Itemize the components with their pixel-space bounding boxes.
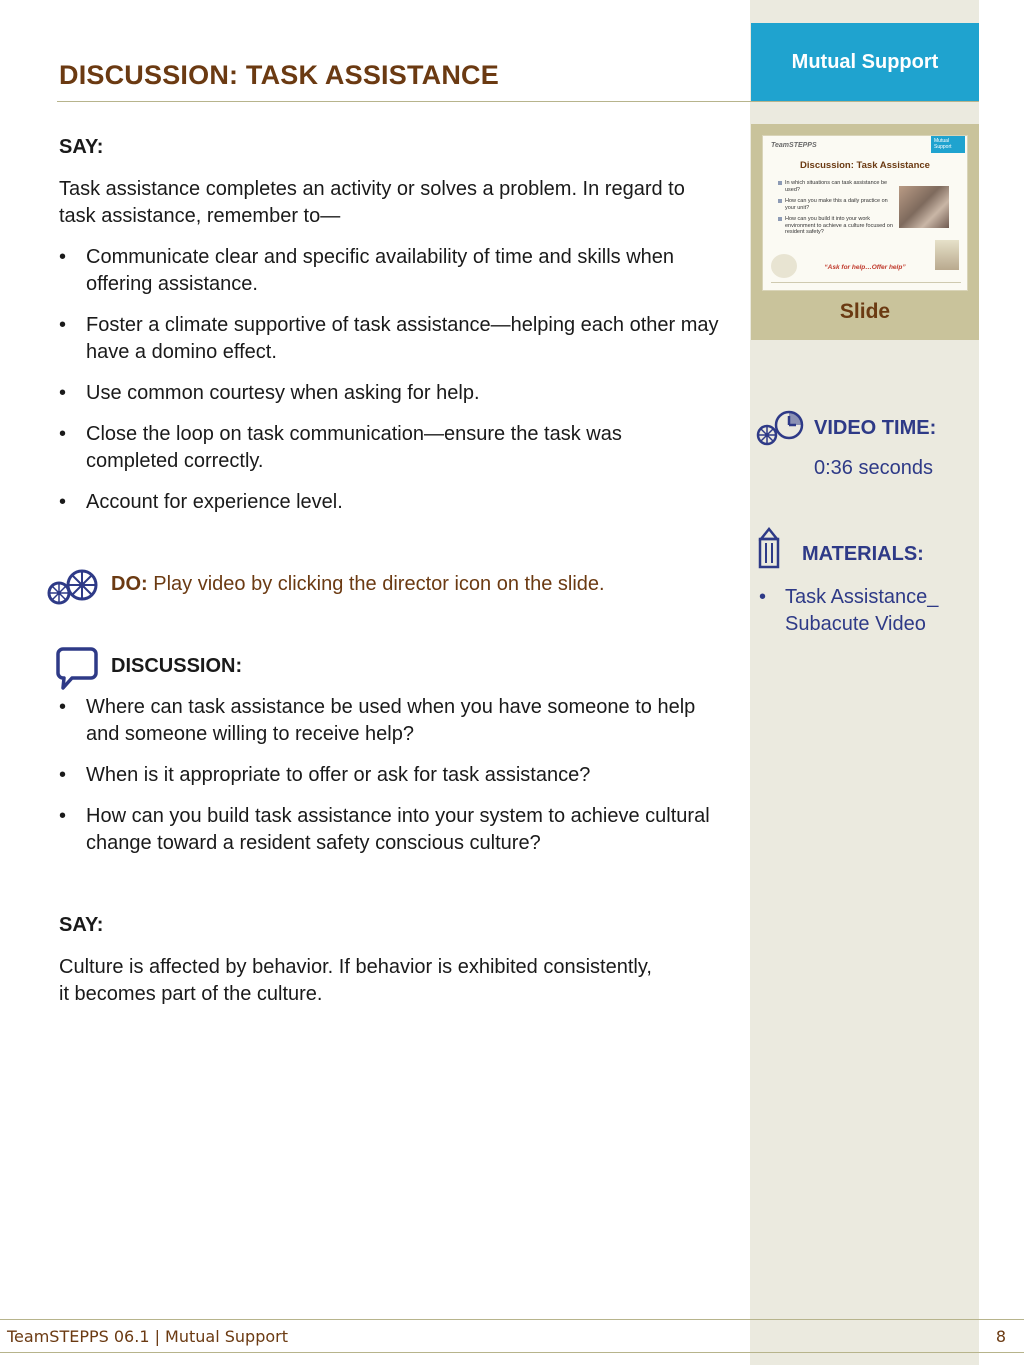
thumb-footer-rule	[771, 282, 961, 283]
list-item: • Where can task assistance be used when you have someone to help and someone willing to receive help?	[59, 694, 719, 748]
page-title: DISCUSSION: TASK ASSISTANCE	[59, 60, 499, 90]
film-reel-icon	[46, 568, 100, 613]
list-item: • When is it appropriate to offer or ask for task assistance?	[59, 762, 719, 789]
module-tab: Mutual Support	[751, 23, 979, 101]
discussion-bullets	[59, 694, 719, 871]
footer-text: TeamSTEPPS 06.1 | Mutual Support	[7, 1327, 288, 1346]
say-text-2: Culture is affected by behavior. If behavior is exhibited consistently, it becomes part of the culture.	[59, 956, 652, 1005]
say-label-2: SAY:	[59, 914, 104, 936]
footer-divider-top	[0, 1319, 1024, 1320]
thumb-tab: Mutual Support	[931, 136, 965, 153]
do-text: Play video by clicking the director icon on the slide.	[153, 573, 605, 595]
list-item: • Use common courtesy when asking for help.	[59, 380, 719, 407]
materials-list	[759, 584, 974, 638]
say-intro: Task assistance completes an activity or solves a problem. In regard to task assistance, remember to—	[59, 178, 685, 227]
thumb-photo	[899, 186, 949, 228]
video-time-label: VIDEO TIME:	[814, 417, 937, 439]
do-instruction	[111, 573, 605, 596]
say-bullets	[59, 244, 719, 530]
list-item: • Foster a climate supportive of task assistance—helping each other may have a domino effect.	[59, 312, 719, 366]
list-item: • How can you build task assistance into your system to achieve cultural change toward a resident safety conscious culture?	[59, 803, 719, 857]
slide-thumbnail[interactable]	[763, 136, 967, 290]
thumb-bullet: How can you make this a daily practice on your unit?	[785, 198, 895, 211]
thumb-quote: “Ask for help…Offer help”	[824, 264, 906, 271]
video-time-value: 0:36 seconds	[814, 457, 933, 479]
say-label: SAY:	[59, 136, 104, 158]
list-item: • Close the loop on task communication—ensure the task was completed correctly.	[59, 421, 719, 475]
do-label: DO:	[111, 573, 148, 595]
thumb-brand: TeamSTEPPS	[771, 142, 817, 149]
page-number: 8	[995, 1327, 1006, 1346]
thumb-bullet: How can you build it into your work environment to achieve a culture focused on resident safety?	[785, 216, 895, 236]
title-divider	[57, 101, 979, 102]
thumb-bullets	[785, 180, 895, 241]
thumb-bullet: In which situations can task assistance be used?	[785, 180, 895, 193]
discussion-label: DISCUSSION:	[111, 655, 243, 677]
film-reel-clock-icon	[756, 408, 806, 453]
thumb-title: Discussion: Task Assistance	[800, 160, 930, 171]
materials-item[interactable]: • Task Assistance_ Subacute Video	[759, 584, 974, 638]
list-item: • Account for experience level.	[59, 489, 719, 516]
speech-bubble-icon	[55, 646, 99, 697]
pencil-box-icon	[757, 527, 781, 576]
list-item: • Communicate clear and specific availability of time and skills when offering assistance.	[59, 244, 719, 298]
materials-label: MATERIALS:	[802, 543, 924, 565]
footer-divider-bottom	[0, 1352, 1024, 1353]
slide-label: Slide	[839, 300, 891, 323]
